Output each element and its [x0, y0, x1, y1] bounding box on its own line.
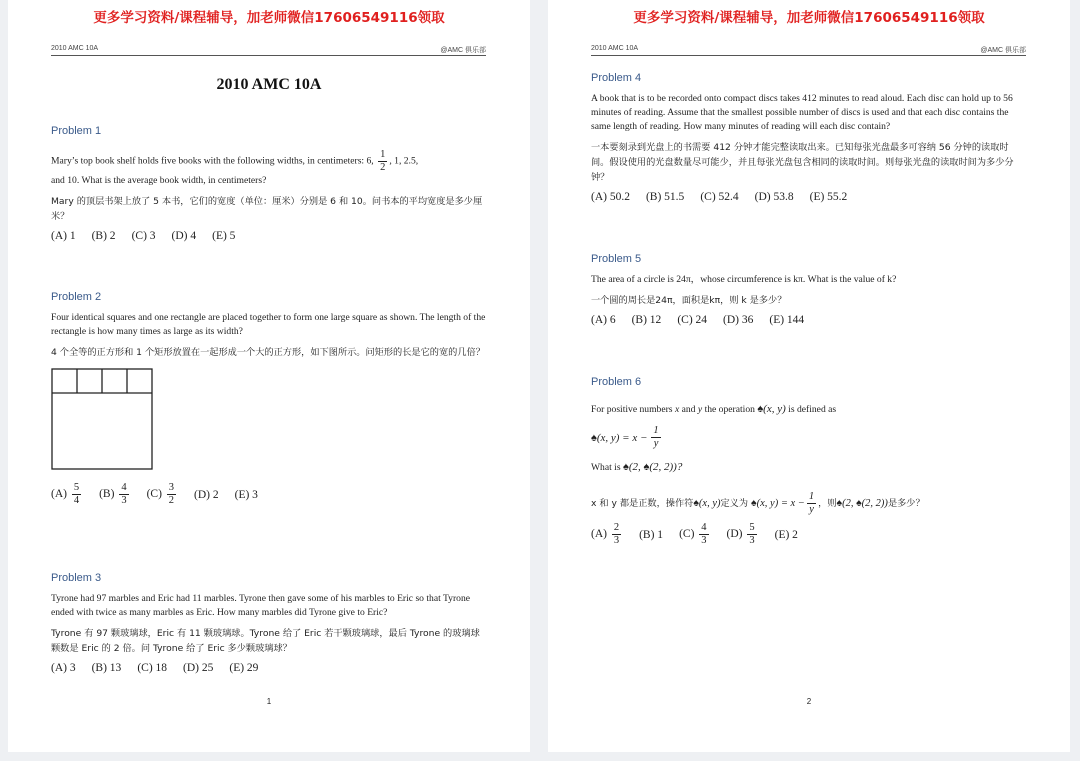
problem-text-zh: 4 个全等的正方形和 1 个矩形放置在一起形成一个大的正方形，如下图所示。问矩形的长是它的宽的几倍？	[51, 347, 485, 358]
choice-c: (C) 18	[137, 662, 168, 674]
problem-title: Problem 1	[51, 125, 102, 137]
header-right: @AMC 俱乐部	[440, 47, 486, 54]
choice-b: (B) 2	[91, 230, 116, 242]
page-number: 1	[266, 697, 272, 706]
choice-e: (E) 29	[229, 662, 259, 674]
header-left: 2010 AMC 10A	[51, 45, 99, 52]
choice-c: (C) $\frac{3}{2}$	[146, 482, 175, 506]
choice-b: (B) $\frac{4}{3}$	[99, 482, 127, 506]
problem-title: Problem 5	[591, 253, 642, 265]
choice-c: (C) 52.4	[700, 191, 739, 203]
choice-a: (A) $\frac{5}{4}$	[51, 482, 80, 506]
problem-text-zh: x 和 y 都是正数，操作符 ♠(x, y) 定义为 ♠(x, y) = x − $\frac{1}{y}$ ，则 ♠(2, ♠(2, 2)) 是多少？	[591, 491, 925, 515]
problem-3	[51, 572, 486, 674]
choice-d: (D) 36	[723, 314, 754, 326]
problem-text: The area of a circle is 24π，whose circumference is kπ. What is the value of k?	[591, 274, 897, 285]
choice-e: (E) 144	[769, 314, 805, 326]
choice-b: (B) 51.5	[645, 191, 685, 203]
document-page-2	[548, 0, 1070, 752]
answer-choices	[51, 662, 486, 674]
problem-title: Problem 2	[51, 291, 102, 303]
fraction: $\frac{1}{2}$	[380, 149, 386, 173]
promo-banner: 更多学习资料/课程辅导，加老师微信17606549116领取	[93, 10, 445, 26]
problem-text-zh: Mary 的顶层书架上放了 5 本书，它们的宽度（单位：厘米）分别是 6 和 10。问书本的平均宽度是多少厘米？	[51, 196, 483, 222]
answer-choices	[51, 230, 486, 242]
problem-text-zh: Tyrone 有 97 颗玻璃球，Eric 有 11 颗玻璃球。Tyrone 给了 Eric 若干颗玻璃球，最后 Tyrone 的玻璃球颗数是 Eric 的 2 倍。问 Tyrone 给了 Eric 多少颗玻璃球？	[51, 628, 480, 654]
problem-text-zh: 一个圆的周长是24π，面积是kπ，则 k 是多少？	[591, 295, 787, 306]
choice-d: (D) 53.8	[754, 191, 794, 203]
header-right: @AMC 俱乐部	[980, 47, 1026, 54]
problem-title: Problem 3	[51, 572, 102, 584]
problem-text: A book that is to be recorded onto compact discs takes 412 minutes to read aloud. Each disc can hold up to 56 minutes of reading. Assume that the smallest possible number of discs is used and that each disc contains the same length of reading. How many minutes of reading will each disc contain?	[591, 93, 1013, 132]
choice-d: (D) 2	[194, 488, 219, 501]
squares-figure	[51, 368, 155, 472]
choice-c: (C) 24	[677, 314, 708, 326]
problem-1	[51, 125, 486, 242]
choice-b: (B) 13	[91, 662, 122, 674]
running-header	[51, 43, 486, 56]
choice-d: (D) $\frac{5}{3}$	[726, 522, 755, 546]
choice-e: (E) 2	[774, 528, 798, 541]
problem-4	[591, 72, 1026, 203]
choice-b: (B) 12	[631, 314, 662, 326]
answer-choices	[51, 482, 486, 507]
choice-e: (E) 5	[212, 230, 236, 242]
problem-text: Mary’s top book shelf holds five books with the following widths, in centimeters: 6, $\frac{1}{2}$ , 1, 2.5, and 10. What is the average book width, in centimeters?	[51, 149, 419, 186]
answer-choices	[591, 314, 1026, 326]
choice-e: (E) 55.2	[809, 191, 848, 203]
page-number: 2	[806, 697, 812, 706]
problem-text: For positive numbers x and y the operation ♠(x, y) is defined as	[591, 403, 837, 415]
operation-symbol: ♠(x, y)	[757, 403, 786, 415]
running-header	[591, 43, 1026, 56]
document-page-1	[8, 0, 530, 752]
choice-a: (A) $\frac{2}{3}$	[591, 522, 620, 546]
problem-5	[591, 253, 1026, 326]
problem-2	[51, 291, 486, 507]
header-left: 2010 AMC 10A	[591, 45, 639, 52]
question-line: What is ♠(2, ♠(2, 2))?	[591, 461, 683, 473]
choice-c: (C) 3	[131, 230, 156, 242]
choice-c: (C) $\frac{4}{3}$	[679, 522, 707, 546]
choice-a: (A) 3	[51, 662, 76, 674]
document-title: 2010 AMC 10A	[216, 76, 322, 93]
choice-a: (A) 50.2	[591, 191, 630, 203]
choice-a: (A) 6	[591, 314, 616, 326]
choice-b: (B) 1	[639, 528, 664, 541]
answer-choices	[591, 522, 1026, 547]
choice-e: (E) 3	[234, 488, 258, 501]
problem-text: Four identical squares and one rectangle are placed together to form one large square as shown. The length of the rectangle is how many times as large as its width?	[51, 312, 486, 337]
problem-6	[591, 376, 1026, 547]
problem-text-zh: 一本要刻录到光盘上的书需要 412 分钟才能完整读取出来。已知每张光盘最多可容纳 56 分钟的读取时间。假设使用的光盘数量尽可能少，并且每张光盘包含相同的读取时间。则每张光盘的读取时间为多少分钟？	[591, 142, 1014, 183]
problem-text: Tyrone had 97 marbles and Eric had 11 marbles. Tyrone then gave some of his marbles to Eric so that Tyrone ended with twice as many marbles as Eric. How many marbles did Tyrone give to Eric?	[51, 593, 471, 618]
choice-d: (D) 25	[183, 662, 214, 674]
answer-choices	[591, 191, 1026, 203]
problem-title: Problem 4	[591, 72, 642, 84]
problem-title: Problem 6	[591, 376, 642, 388]
choice-d: (D) 4	[171, 230, 197, 242]
operation-definition: ♠(x, y) = x − $\frac{1}{y}$	[591, 425, 659, 449]
choice-a: (A) 1	[51, 230, 76, 242]
promo-banner: 更多学习资料/课程辅导，加老师微信17606549116领取	[633, 10, 985, 26]
